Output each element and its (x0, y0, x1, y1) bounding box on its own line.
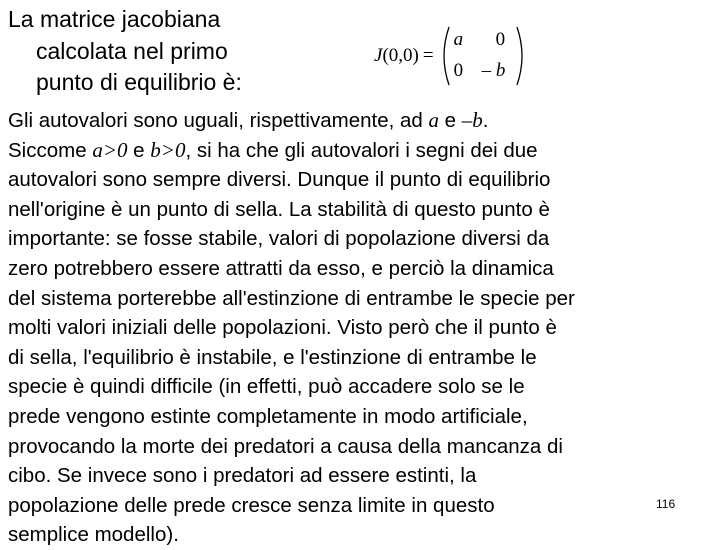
body-line: popolazione delle prede cresce senza limite in questo (8, 493, 495, 517)
title-line-3: punto di equilibrio è: (36, 69, 242, 95)
text-run: . (482, 109, 489, 132)
body-line: cibo. Se invece sono i predatori ad essere estinti, la (8, 464, 477, 488)
text-run: , si ha che gli autovalori i segni dei due (185, 138, 538, 162)
math-minus-b: –b (461, 108, 483, 132)
matrix-cell-2-2: – b (481, 60, 506, 81)
body-line: di sella, l'equilibrio è instabile, e l'estinzione di entrambe le (8, 345, 537, 369)
body-paragraph (8, 106, 708, 550)
formula-lhs (374, 45, 419, 67)
page-number: 116 (656, 497, 676, 511)
jacobian-matrix (440, 25, 526, 87)
body-line (8, 136, 708, 166)
formula-equals: = (422, 45, 434, 66)
jacobian-formula (374, 25, 526, 87)
math-a-positive: a>0 (92, 137, 128, 162)
math-a: a (428, 108, 439, 132)
body-line: del sistema porterebbe all'estinzione di entrambe le specie per (8, 286, 575, 310)
text-run: Gli autovalori sono uguali, rispettivamente, ad (8, 109, 429, 132)
formula-function: J (374, 45, 383, 66)
body-line: nell'origine è un punto di sella. La stabilità di questo punto è (8, 197, 550, 221)
body-line: semplice modello). (8, 523, 179, 547)
text-run: e (127, 138, 151, 162)
body-line: autovalori sono sempre diversi. Dunque il punto di equilibrio (8, 168, 551, 192)
matrix-cell-2-1: 0 (453, 60, 464, 81)
matrix-cell-1-2: 0 (495, 29, 506, 50)
title-line-1: La matrice jacobiana (8, 6, 221, 32)
body-line: zero potrebbero essere attratti da esso, e perciò la dinamica (8, 256, 554, 280)
body-line: importante: se fosse stabile, valori di popolazione diversi da (8, 227, 550, 251)
body-line: specie è quindi difficile (in effetti, può accadere solo se le (8, 375, 525, 399)
slide-title (8, 4, 242, 99)
math-b-positive: b>0 (150, 137, 186, 162)
body-line (8, 106, 708, 136)
text-run: Siccome (8, 138, 93, 162)
text-run: e (438, 109, 462, 132)
body-line: prede vengono estinte completamente in modo artificiale, (8, 404, 528, 428)
title-line-2: calcolata nel primo (36, 37, 228, 64)
body-line: molti valori iniziali delle popolazioni. Visto però che il punto è (8, 316, 557, 340)
formula-args: (0,0) (382, 45, 419, 66)
body-line: provocando la morte dei predatori a causa della mancanza di (8, 434, 563, 458)
matrix-cell-1-1: a (453, 29, 464, 50)
